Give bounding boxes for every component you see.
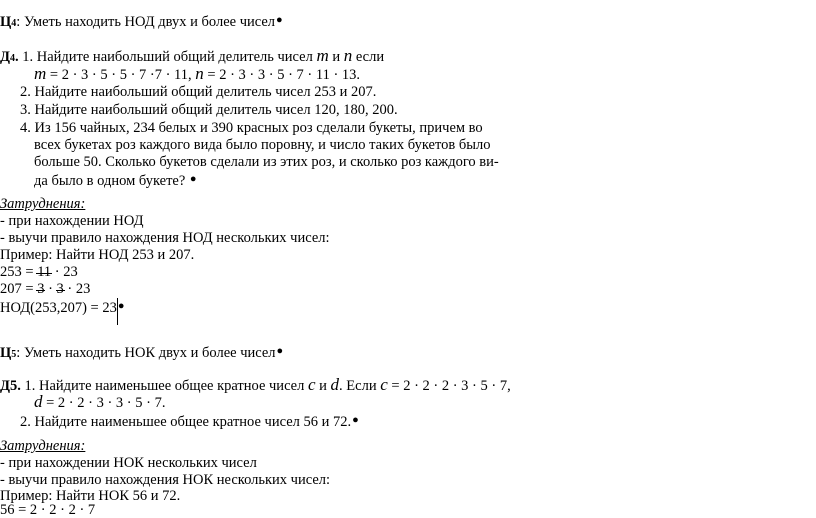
task-d4-line-1 — [0, 48, 384, 67]
task-d4-item-4-line-1: 4. Из 156 чайных, 234 белых и 390 красных роз сделали букеты, причем во — [20, 120, 483, 136]
task-text: 1. Найдите наибольший общий делитель чисел — [18, 49, 317, 65]
factorization: 253 = — [0, 264, 38, 280]
variable-d: d — [34, 392, 43, 411]
factorization-253 — [0, 264, 78, 280]
task-d4-item-3: 3. Найдите наибольший общий делитель чисел 120, 180, 200. — [20, 102, 398, 118]
difficulty-line: - выучи правило нахождения НОД нескольких чисел: — [0, 230, 330, 246]
difficulties-heading: Затруднения: — [0, 196, 86, 212]
struck-factor: 11 — [37, 264, 52, 280]
example-line: Пример: Найти НОК 56 и 72. — [0, 488, 181, 504]
task-text: 2. Найдите наименьшее общее кратное чисел 56 и 72. — [20, 414, 352, 430]
goal-separator: : — [16, 14, 24, 30]
gcd-result — [0, 298, 124, 316]
bullet-marker: ● — [276, 14, 283, 26]
difficulties-heading: Затруднения: — [0, 438, 86, 454]
task-d5-line-2 — [34, 394, 165, 411]
task-separator: . — [14, 49, 19, 65]
factorization-207 — [0, 281, 90, 297]
task-text: если — [352, 49, 385, 65]
task-text: 1. Найдите наименьшее общее кратное чисел — [20, 378, 308, 394]
variable-c: c — [380, 375, 388, 394]
result-text: НОД(253,207) = 23 — [0, 300, 117, 316]
goal-text: Уметь находить НОД двух и более чисел — [23, 14, 276, 30]
bullet-marker: ● — [276, 345, 284, 357]
task-d5-line-1 — [0, 377, 511, 394]
goal-label-number: 4 — [11, 18, 17, 29]
bullet-marker: ● — [352, 414, 359, 426]
bullet-marker: ● — [117, 300, 125, 312]
goal-text: Уметь находить НОК двух и более чисел — [23, 345, 276, 361]
factorization: = 2 · 2 · 2 · 3 · 5 · 7, — [387, 378, 511, 394]
task-text: да было в одном букете? — [34, 173, 189, 189]
variable-n: n — [195, 64, 204, 83]
goal-label: Ц — [0, 14, 12, 30]
task-d5-item-2 — [20, 412, 359, 430]
factorization: · — [44, 281, 57, 297]
variable-n: n — [343, 46, 353, 65]
goal-c4 — [0, 12, 283, 32]
task-separator: . — [17, 378, 21, 394]
task-label-number: 4 — [9, 53, 15, 64]
task-text: и — [315, 378, 331, 394]
task-label: Д — [0, 49, 10, 65]
task-text: . Если — [339, 378, 381, 394]
goal-c5 — [0, 343, 283, 363]
task-d4-item-2: 2. Найдите наибольший общий делитель чисел 253 и 207. — [20, 84, 377, 100]
task-d4-item-4-line-2: всех букетах роз каждого вида было поровну, и число таких букетов было — [34, 137, 491, 153]
factorization: · 23 — [63, 281, 91, 297]
task-label: Д5 — [0, 378, 18, 394]
difficulty-line: - при нахождении НОК нескольких чисел — [0, 455, 257, 471]
goal-label-number: 5 — [11, 349, 17, 360]
difficulty-line: - при нахождении НОД — [0, 213, 144, 229]
variable-d: d — [330, 375, 340, 394]
bullet-marker: ● — [189, 173, 197, 185]
factorization: = 2 · 3 · 3 · 5 · 7 · 11 · 13. — [203, 67, 361, 83]
goal-label: Ц — [0, 345, 12, 361]
task-d4-item-4-line-3: больше 50. Сколько букетов сделали из этих роз, и сколько роз каждого ви- — [34, 154, 499, 170]
difficulty-line: - выучи правило нахождения НОК нескольких чисел: — [0, 472, 331, 488]
factorization: · 23 — [51, 264, 78, 280]
factorization-56: 56 = 2 · 2 · 2 · 7 — [0, 502, 96, 518]
factorization: = 2 · 2 · 3 · 3 · 5 · 7. — [42, 395, 166, 411]
task-text: и — [328, 49, 344, 65]
text-cursor-line — [117, 298, 118, 325]
task-d4-line-2 — [34, 66, 360, 83]
factorization: = 2 · 3 · 5 · 5 · 7 ·7 · 11, — [46, 67, 196, 83]
struck-factor: 3 — [56, 281, 64, 297]
struck-factor: 3 — [37, 281, 45, 297]
factorization: 207 = — [0, 281, 38, 297]
variable-m: m — [34, 64, 47, 83]
task-d4-item-4-line-4 — [34, 171, 197, 189]
variable-m: m — [316, 46, 329, 65]
example-line: Пример: Найти НОД 253 и 207. — [0, 247, 195, 263]
goal-separator: : — [16, 345, 24, 361]
variable-c: c — [307, 375, 316, 394]
